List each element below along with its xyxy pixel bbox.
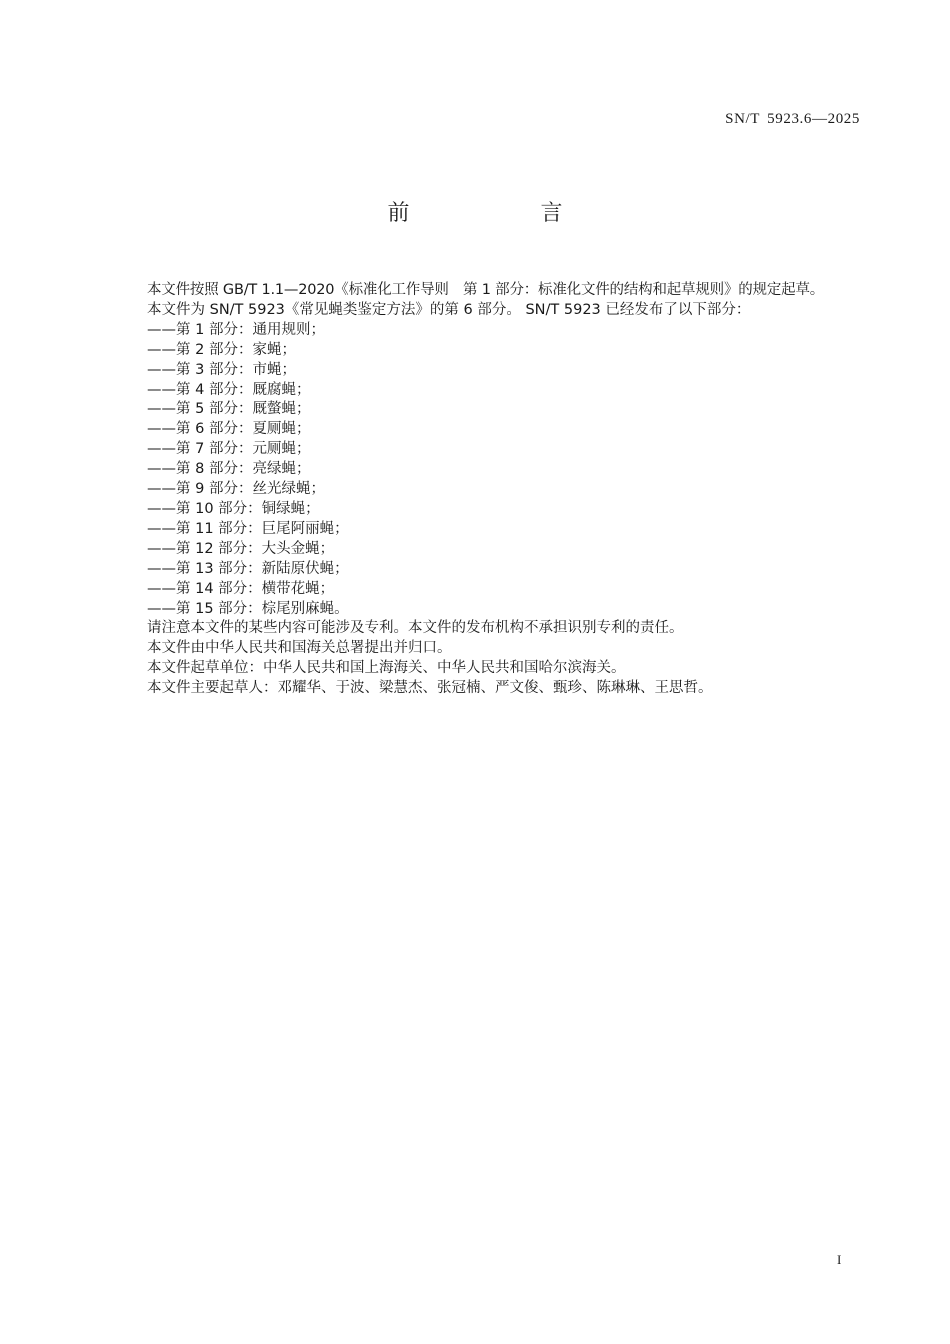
list-item: ——第 12 部分：大头金蝇； — [147, 540, 335, 557]
list-item: ——第 8 部分：亮绿蝇； — [147, 461, 311, 478]
standard-code: SN/T 5923.6—2025 — [725, 111, 860, 127]
list-item: ——第 2 部分：家蝇； — [147, 341, 296, 358]
foreword-body — [113, 281, 861, 699]
drafting-units: 本文件起草单位：中华人民共和国上海海关、中华人民共和国哈尔滨海关。 — [147, 660, 626, 677]
list-item: ——第 9 部分：丝光绿蝇； — [147, 481, 325, 498]
parts-list — [113, 321, 861, 620]
list-item: ——第 11 部分：巨尾阿丽蝇； — [147, 520, 349, 537]
paragraph-drafting-rules: 本文件按照 GB/T 1.1—2020《标准化工作导则 第 1 部分：标准化文件的结构和起草规则》的规定起草。 — [147, 282, 825, 298]
list-item: ——第 7 部分：元厕蝇； — [147, 441, 311, 458]
paragraph-series-intro: 本文件为 SN/T 5923《常见蝇类鉴定方法》的第 6 部分。 SN/T 5923 已经发布了以下部分： — [147, 301, 751, 318]
list-item: ——第 14 部分：横带花蝇； — [147, 580, 335, 597]
list-item: ——第 3 部分：市蝇； — [147, 361, 296, 378]
list-item: ——第 10 部分：铜绿蝇； — [147, 500, 320, 517]
patent-notice: 请注意本文件的某些内容可能涉及专利。本文件的发布机构不承担识别专利的责任。 — [147, 620, 684, 637]
list-item: ——第 15 部分：棕尾别麻蝇。 — [147, 600, 349, 617]
list-item: ——第 6 部分：夏厕蝇； — [147, 421, 311, 438]
page-title: 前 言 — [387, 201, 625, 226]
list-item: ——第 13 部分：新陆原伏蝇； — [147, 560, 349, 577]
list-item: ——第 1 部分：通用规则； — [147, 321, 325, 338]
proposed-by: 本文件由中华人民共和国海关总署提出并归口。 — [147, 640, 452, 657]
list-item: ——第 5 部分：厩螫蝇； — [147, 401, 311, 418]
page-number: I — [837, 1252, 842, 1267]
drafters: 本文件主要起草人：邓耀华、于波、梁慧杰、张冠楠、严文俊、甄珍、陈琳琳、王思哲。 — [147, 680, 713, 697]
list-item: ——第 4 部分：厩腐蝇； — [147, 381, 311, 398]
